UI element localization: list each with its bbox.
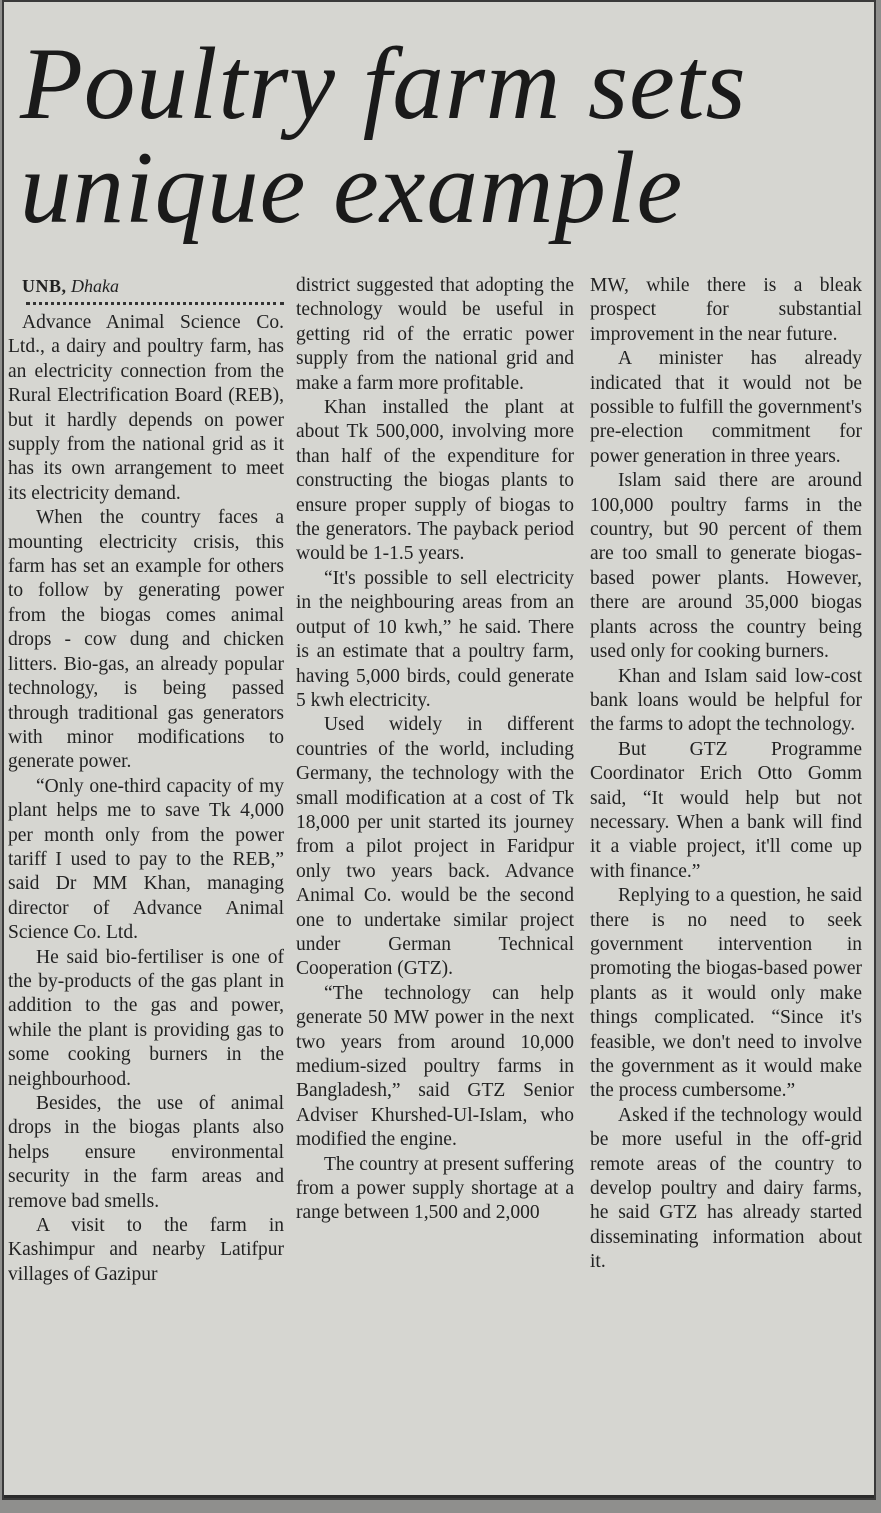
paragraph: Khan and Islam said low-cost bank loans would be helpful for the farms to adopt the technology.: [590, 665, 862, 736]
paragraph: MW, while there is a bleak prospect for substantial improvement in the near future.: [590, 275, 862, 345]
newspaper-clipping: [2, 0, 876, 1500]
paragraph: A visit to the farm in Kashimpur and nearby Latifpur villages of Gazipur: [8, 1215, 284, 1285]
paragraph: When the country faces a mounting electricity crisis, this farm has set an example for others to follow by generating power from the biogas comes animal drops - cow dung and chicken litters. Bio-gas, an already popular technology, is being passed through traditional gas generators with minor modifications to generate power.: [8, 507, 284, 773]
article-column-2: [296, 274, 574, 1226]
paragraph: He said bio-fertiliser is one of the by-products of the gas plant in addition to the gas and power, while the plant is providing gas to some cooking burners in the neighbourhood.: [8, 946, 284, 1090]
paragraph: Islam said there are around 100,000 poultry farms in the country, but 90 percent of them are too small to generate biogas-based power plants. However, there are around 35,000 biogas plants across the country being used only for cooking burners.: [590, 470, 862, 663]
paragraph: Replying to a question, he said there is no need to seek government intervention in promoting the biogas-based power plants as it would only make things complicated. “Since it's feasible, we don't need to involve the government as it would make the process cumbersome.”: [590, 885, 862, 1102]
headline: [20, 27, 860, 245]
paragraph: Besides, the use of animal drops in the biogas plants also helps ensure environmental security in the farm areas and remove bad smells.: [8, 1093, 284, 1212]
paragraph: “The technology can help generate 50 MW power in the next two years from around 10,000 medium-sized poultry farms in Bangladesh,” said GTZ Senior Adviser Khurshed-Ul-Islam, who modified the engine.: [296, 982, 574, 1151]
paragraph: Advance Animal Science Co. Ltd., a dairy and poultry farm, has an electricity connection from the Rural Electrification Board (REB), but it hardly depends on power supply from the national grid as it has its own arrangement to meet its electricity demand.: [8, 312, 284, 504]
headline-line-1: Poultry farm sets: [20, 27, 747, 141]
dateline: [22, 274, 284, 298]
paragraph: But GTZ Programme Coordinator Erich Otto Gomm said, “It would help but not necessary. When a bank will find it a viable project, it'll come up with finance.”: [590, 738, 862, 882]
paragraph: “It's possible to sell electricity in the neighbouring areas from an output of 10 kwh,” he said. There is an estimate that a poultry farm, having 5,000 birds, could generate 5 kwh electricity.: [296, 567, 574, 711]
dateline-place: Dhaka: [71, 276, 120, 296]
paragraph: “Only one-third capacity of my plant helps me to save Tk 4,000 per month only from the power tariff I used to pay to the REB,” said Dr MM Khan, managing director of Advance Animal Science Co. Ltd.: [8, 775, 284, 944]
article-column-3: [590, 274, 862, 1275]
bottom-rule: [4, 1495, 874, 1498]
agency-credit: UNB,: [22, 276, 67, 296]
dotted-divider: [26, 302, 284, 305]
headline-line-2: unique example: [20, 131, 684, 245]
paragraph: Khan installed the plant at about Tk 500,000, involving more than half of the expenditure for constructing the biogas plants to ensure proper supply of biogas to the generators. The payback period would be 1-1.5 years.: [296, 397, 574, 565]
article-column-1: [8, 274, 284, 1287]
paragraph: Asked if the technology would be more useful in the off-grid remote areas of the country to develop poultry and dairy farms, he said GTZ has already started disseminating information about it.: [590, 1104, 862, 1273]
paragraph: district suggested that adopting the technology would be useful in getting rid of the erratic power supply from the national grid and make a farm more profitable.: [296, 275, 574, 394]
paragraph: A minister has already indicated that it would not be possible to fulfill the government's pre-election commitment for power generation in three years.: [590, 348, 862, 467]
paragraph: Used widely in different countries of the world, including Germany, the technology with the small modification at a cost of Tk 18,000 per unit started its journey from a pilot project in Faridpur only two years back. Advance Animal Co. would be the second one to undertake similar project under German Technical Cooperation (GTZ).: [296, 714, 574, 980]
paragraph: The country at present suffering from a power supply shortage at a range between 1,500 and 2,000: [296, 1153, 574, 1224]
